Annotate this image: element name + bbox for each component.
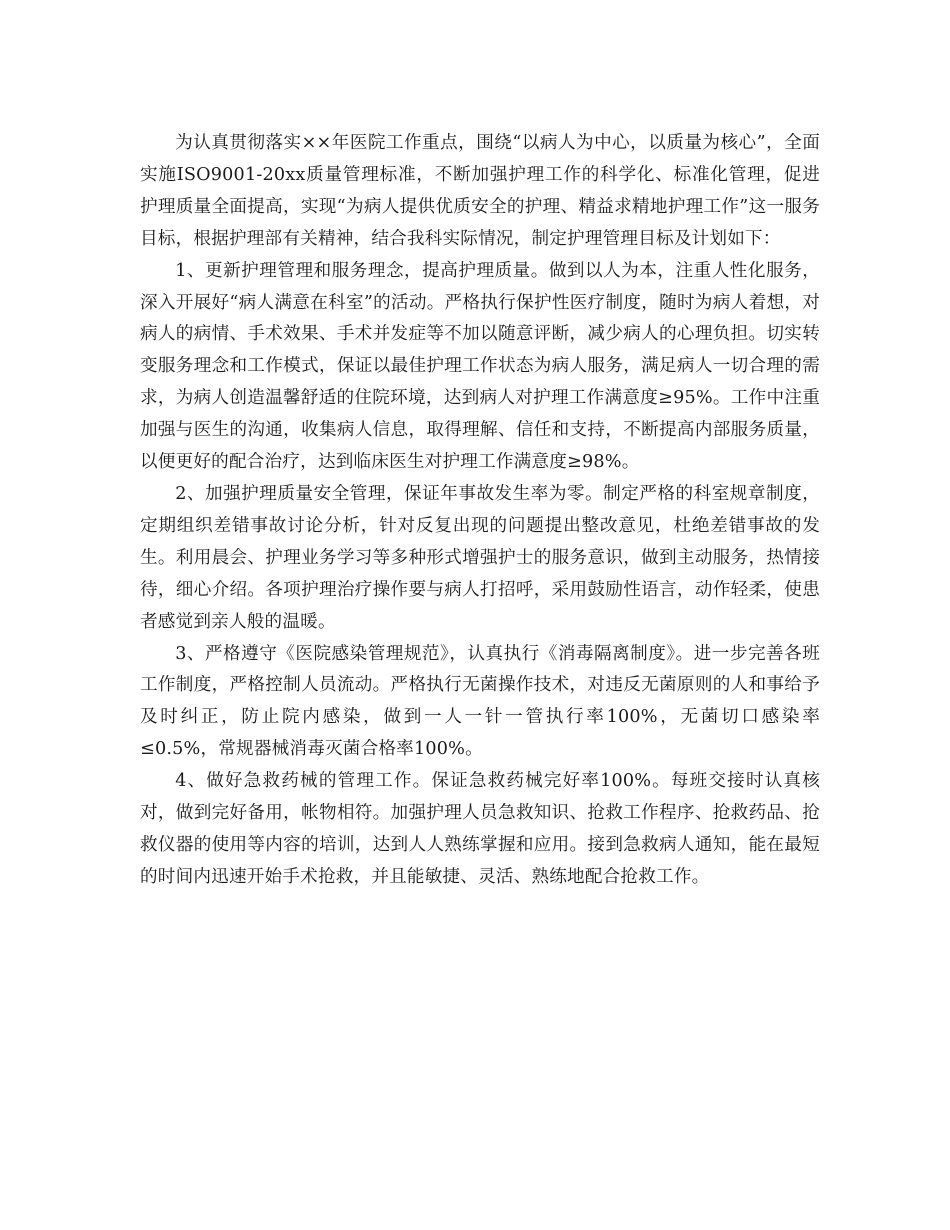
document-body — [140, 128, 820, 894]
paragraph-item-3: 3、严格遵守《医院感染管理规范》，认真执行《消毒隔离制度》。进一步完善各班工作制度，严格控制人员流动。严格执行无菌操作技术，对违反无菌原则的人和事给予及时纠正，防止院内感染，做到一人一针一管执行率100%，无菌切口感染率≤0.5%，常规器械消毒灭菌合格率100%。 — [140, 643, 820, 760]
paragraph-item-2: 2、加强护理质量安全管理，保证年事故发生率为零。制定严格的科室规章制度，定期组织差错事故讨论分析，针对反复出现的问题提出整改意见，杜绝差错事故的发生。利用晨会、护理业务学习等多种形式增强护士的服务意识，做到主动服务，热情接待，细心介绍。各项护理治疗操作要与病人打招呼，采用鼓励性语言，动作轻柔，使患者感觉到亲人般的温暖。 — [140, 483, 820, 632]
paragraph-item-1: 1、更新护理管理和服务理念，提高护理质量。做到以人为本，注重人性化服务，深入开展好“病人满意在科室”的活动。严格执行保护性医疗制度，随时为病人着想，对病人的病情、手术效果、手术并发症等不加以随意评断，减少病人的心理负担。切实转变服务理念和工作模式，保证以最佳护理工作状态为病人服务，满足病人一切合理的需求，为病人创造温馨舒适的住院环境，达到病人对护理工作满意度≥95%。工作中注重加强与医生的沟通，收集病人信息，取得理解、信任和支持，不断提高内部服务质量，以便更好的配合治疗，达到临床医生对护理工作满意度≥98%。 — [140, 260, 820, 473]
paragraph-intro: 为认真贯彻落实××年医院工作重点，围绕“以病人为中心，以质量为核心”，全面实施ISO9001-20xx质量管理标准，不断加强护理工作的科学化、标准化管理，促进护理质量全面提高，实现“为病人提供优质安全的护理、精益求精地护理工作”这一服务目标，根据护理部有关精神，结合我科实际情况，制定护理管理目标及计划如下： — [140, 133, 820, 249]
paragraph-item-4: 4、做好急救药械的管理工作。保证急救药械完好率100%。每班交接时认真核对，做到完好备用，帐物相符。加强护理人员急救知识、抢救工作程序、抢救药品、抢救仪器的使用等内容的培训，达到人人熟练掌握和应用。接到急救病人通知，能在最短的时间内迅速开始手术抢救，并且能敏捷、灵活、熟练地配合抢救工作。 — [140, 771, 820, 887]
